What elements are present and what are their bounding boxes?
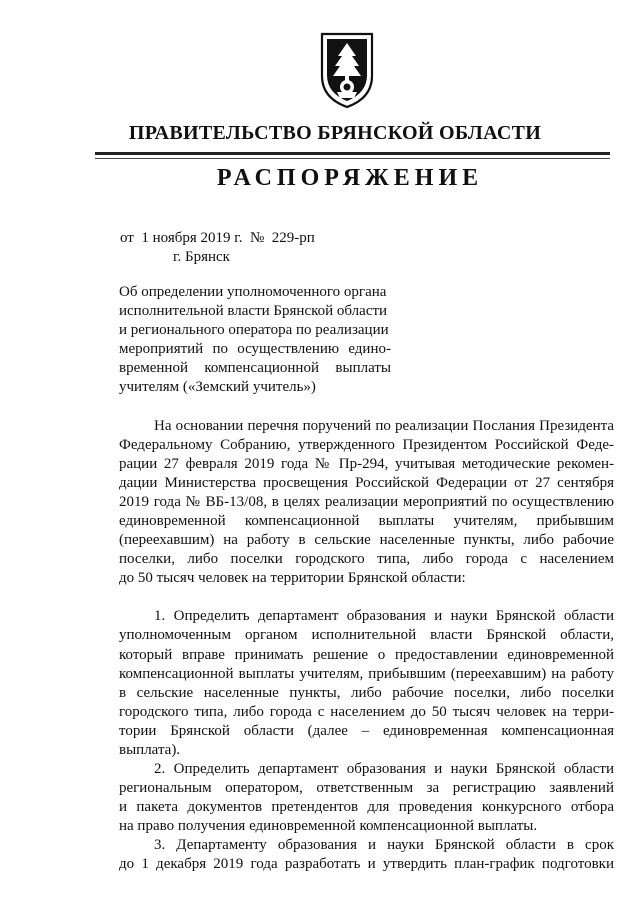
text-line: единовременной компенсационной выплаты учителям, прибывшим xyxy=(119,513,614,530)
text-line: уполномоченным органом исполнительной власти Брянской области, xyxy=(119,627,614,644)
preamble-paragraph xyxy=(119,417,614,588)
text-line: компенсационной выплаты учителям, прибывшим (переехавшим) на работу xyxy=(119,665,614,682)
text-line: в сельские населенные пункты, либо рабочие поселки, либо поселки xyxy=(119,684,614,701)
bryansk-coat-of-arms-icon xyxy=(316,30,378,110)
text-line: рации 27 февраля 2019 года № Пр-294, учитывая методические рекомен- xyxy=(119,456,614,473)
text-line: 2. Определить департамент образования и науки Брянской области xyxy=(154,760,614,777)
paragraph-gap xyxy=(119,588,614,607)
text-line: до 1 декабря 2019 года разработать и утвердить план-график подготовки xyxy=(119,856,614,873)
subject-line: мероприятий по осуществлению едино- xyxy=(119,341,391,357)
text-line: региональным оператором, ответственным за регистрацию заявлений xyxy=(119,779,614,796)
text-line: 3. Департаменту образования и науки Брянской области в срок xyxy=(154,836,614,853)
text-line: выплата). xyxy=(119,741,181,758)
text-line: (переехавшим) на работу в сельские населенные пункты, либо рабочие xyxy=(119,532,614,549)
document-body xyxy=(119,417,614,874)
item-2-paragraph xyxy=(119,760,614,836)
subject-line: учителям («Земский учитель») xyxy=(119,379,316,395)
item-1-paragraph xyxy=(119,607,614,759)
text-line: до 50 тысяч человек на территории Брянской области: xyxy=(119,570,466,587)
text-line: 2019 года № ВБ-13/08, в целях реализации мероприятий по осуществлению xyxy=(119,494,614,511)
text-line: городского типа, либо города с населением до 50 тысяч человек на терри- xyxy=(119,703,614,720)
text-line: 1. Определить департамент образования и науки Брянской области xyxy=(154,608,614,625)
text-line: который вправе принимать решение о предоставлении единовременной xyxy=(119,646,614,663)
text-line: На основании перечня поручений по реализации Послания Президента xyxy=(154,418,614,434)
text-line: тории Брянской области (далее – единовременная компенсационная xyxy=(119,722,614,739)
text-line: на право получения единовременной компенсационной выплаты. xyxy=(119,817,538,834)
header-divider-thin xyxy=(95,158,610,159)
text-line: поселки, либо поселки городского типа, либо города с населением xyxy=(119,551,614,568)
document-type-title: РАСПОРЯЖЕНИЕ xyxy=(216,165,484,191)
subject-line: и регионального оператора по реализации xyxy=(119,322,389,338)
document-subject xyxy=(119,283,391,397)
document-city: г. Брянск xyxy=(173,249,230,265)
document-date-number: от 1 ноября 2019 г. № 229-рп xyxy=(120,230,315,246)
subject-line: исполнительной власти Брянской области xyxy=(119,303,388,319)
text-line: Федеральному Собранию, утвержденного Президентом Российской Феде- xyxy=(119,437,614,454)
item-3-paragraph xyxy=(119,836,614,874)
text-line: и пакета документов претендентов для проведения конкурсного отбора xyxy=(119,798,614,815)
text-line: дации Министерства просвещения Российской Федерации от 27 сентября xyxy=(119,475,614,492)
government-title: ПРАВИТЕЛЬСТВО БРЯНСКОЙ ОБЛАСТИ xyxy=(128,122,542,144)
header-divider-thick xyxy=(95,152,610,155)
subject-line: временной компенсационной выплаты xyxy=(119,360,391,376)
subject-line: Об определении уполномоченного органа xyxy=(119,284,387,300)
